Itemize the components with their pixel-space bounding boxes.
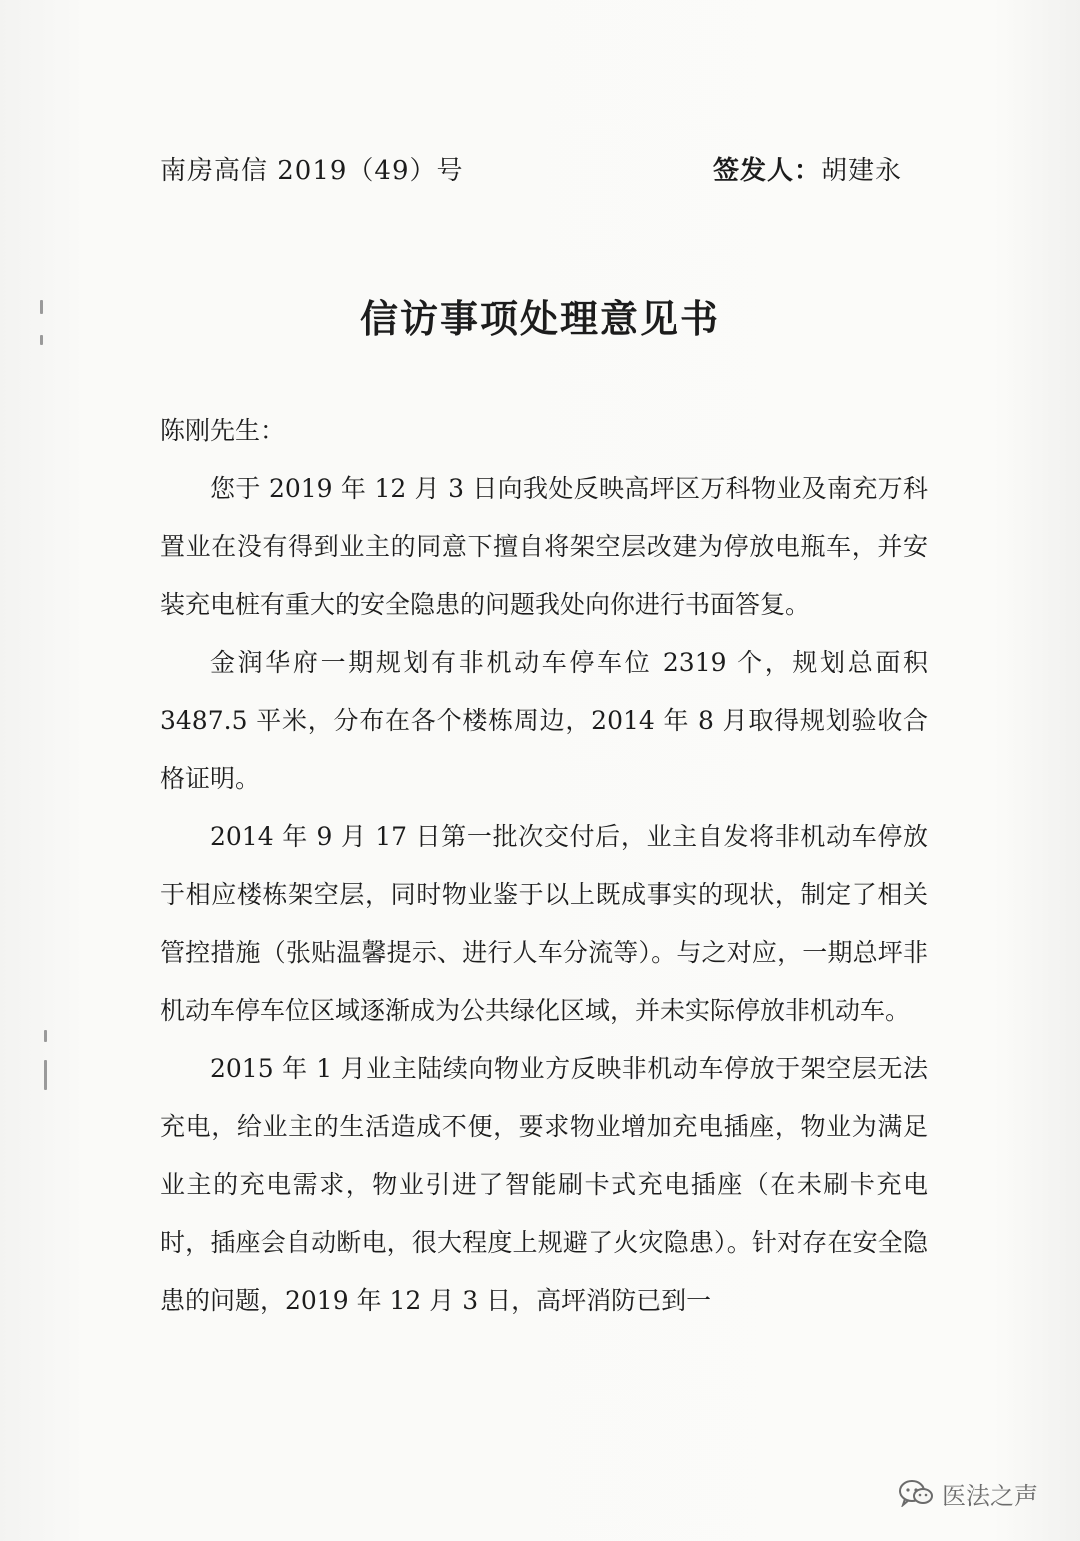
- document-title: 信访事项处理意见书: [359, 297, 720, 341]
- paragraph: 您于 2019 年 12 月 3 日向我处反映高坪区万科物业及南充万科置业在没有得到业主的同意下擅自将架空层改建为停放电瓶车，并安装充电桩有重大的安全隐患的问题我处向你进行书面答复。: [160, 474, 928, 619]
- signer-label: 签发人：: [712, 156, 821, 186]
- wechat-icon: [898, 1479, 934, 1507]
- paragraph: 2014 年 9 月 17 日第一批次交付后，业主自发将非机动车停放于相应楼栋架空层，同时物业鉴于以上既成事实的现状，制定了相关管控措施（张贴温馨提示、进行人车分流等）。与之对应，一期总坪非机动车停车位区域逐渐成为公共绿化区域，并未实际停放非机动车。: [160, 822, 928, 1025]
- document-body: [160, 402, 928, 1330]
- salutation: 陈刚先生：: [160, 416, 286, 445]
- signer: [713, 150, 902, 187]
- watermark: [898, 1473, 1038, 1513]
- scan-mark: [44, 1030, 47, 1042]
- signer-name: 胡建永: [820, 156, 902, 186]
- paragraph: 金润华府一期规划有非机动车停车位 2319 个，规划总面积 3487.5 平米，分布在各个楼栋周边，2014 年 8 月取得规划验收合格证明。: [160, 648, 928, 793]
- paragraph: 2015 年 1 月业主陆续向物业方反映非机动车停放于架空层无法充电，给业主的生活造成不便，要求物业增加充电插座，物业为满足业主的充电需求，物业引进了智能刷卡式充电插座（在未刷卡充电时，插座会自动断电，很大程度上规避了火灾隐患）。针对存在安全隐患的问题，2019 年 12 月 3 日，高坪消防已到一: [160, 1054, 928, 1315]
- document-number: 南房高信 2019（49）号: [160, 156, 464, 186]
- document-header: [160, 150, 920, 194]
- watermark-text: 医法之声: [942, 1481, 1038, 1510]
- scan-mark: [44, 1060, 47, 1090]
